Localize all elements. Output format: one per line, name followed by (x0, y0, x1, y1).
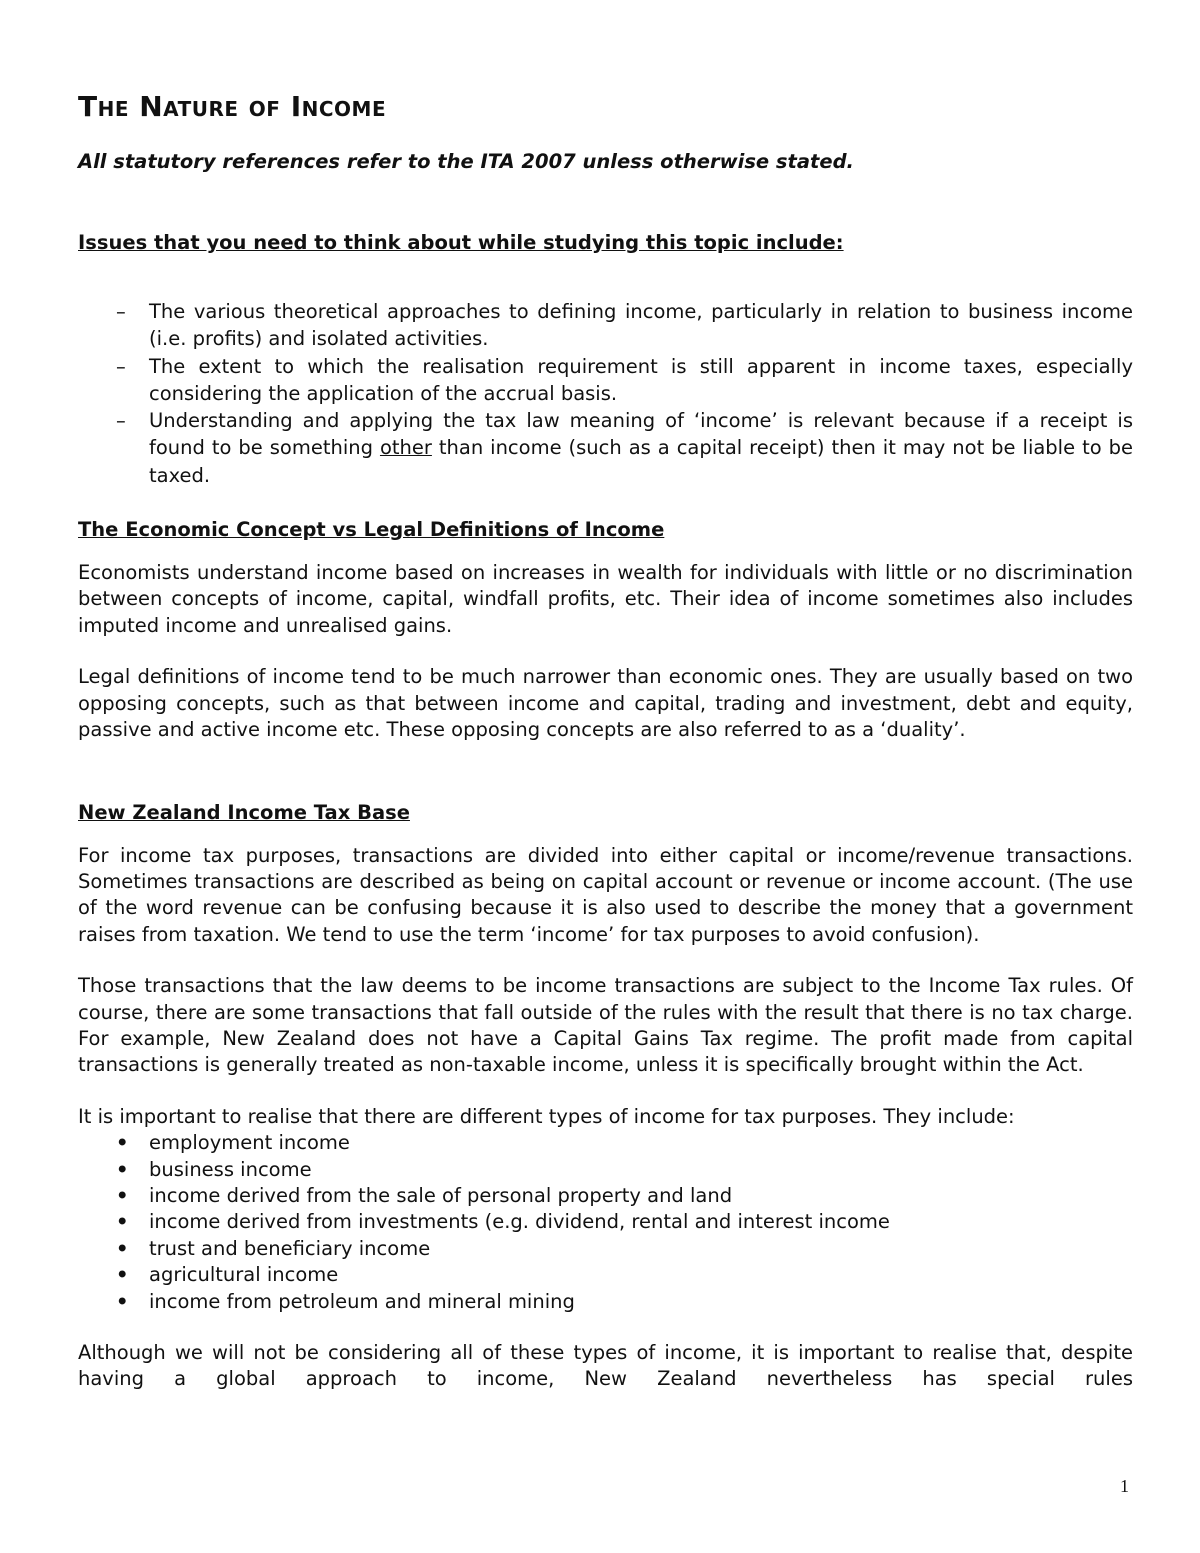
paragraph: Economists understand income based on increases in wealth for individuals with little or no discrimination between concepts of income, capital, windfall profits, etc. Their idea of income sometimes also includes imputed income and unrealised gains. (78, 561, 1133, 637)
document-title: The Nature of Income (78, 90, 387, 123)
paragraph: It is important to realise that there are different types of income for tax purposes. They include: (78, 1104, 1015, 1128)
income-type-item: • business income (78, 1157, 1133, 1183)
statutory-note: All statutory references refer to the ITA 2007 unless otherwise stated. (78, 150, 854, 173)
paragraph: Those transactions that the law deems to be income transactions are subject to the Income Tax rules. Of course, there are some transactions that fall outside of the rules with the result that there is no tax charge. For example, New Zealand does not have a Capital Gains Tax regime. The profit made from capital transactions is generally treated as non-taxable income, unless it is specifically brought within the Act. (78, 974, 1133, 1077)
paragraph: Although we will not be considering all of these types of income, it is important to realise that, despite having a global approach to income, New Zealand nevertheless has special rules (78, 1341, 1133, 1391)
income-type-item: • income derived from the sale of personal property and land (78, 1183, 1133, 1209)
paragraph: Legal definitions of income tend to be much narrower than economic ones. They are usually based on two opposing concepts, such as that between income and capital, trading and investment, debt and equity, passive and active income etc. These opposing concepts are also referred to as a ‘duality’. (78, 665, 1133, 742)
page-number: 1 (1120, 1476, 1129, 1496)
document-content (78, 80, 1133, 1393)
issue-item: – The various theoretical approaches to defining income, particularly in relation to business income (i.e. profits) and isolated activities. (78, 298, 1133, 353)
income-type-item: • agricultural income (78, 1262, 1133, 1288)
income-type-item: • trust and beneficiary income (78, 1236, 1133, 1262)
issue-text-after: than income (such as a capital receipt) then it may not be liable to be taxed. (149, 436, 1133, 487)
issue-item (78, 407, 1133, 489)
paragraph: For income tax purposes, transactions are divided into either capital or income/revenue transactions. Sometimes transactions are described as being on capital account or revenue or income account. (The use of the word revenue can be confusing because it is also used to describe the money that a government raises from taxation. We tend to use the term ‘income’ for tax purposes to avoid confusion). (78, 843, 1133, 946)
issue-item: – The extent to which the realisation requirement is still apparent in income taxes, especially considering the application of the accrual basis. (78, 353, 1133, 408)
issue-text-before: Understanding and applying the tax law meaning of ‘income’ is relevant because if a receipt is found to be something (149, 409, 1133, 460)
income-type-item: • income from petroleum and mineral mining (78, 1289, 1133, 1315)
income-type-item: • income derived from investments (e.g. dividend, rental and interest income (78, 1209, 1133, 1235)
issue-underlined-word: other (379, 436, 432, 460)
income-types-list (78, 1130, 1133, 1315)
issues-heading: Issues that you need to think about while studying this topic include: (78, 231, 844, 254)
section-heading-economic-vs-legal: The Economic Concept vs Legal Definitions of Income (78, 518, 665, 542)
income-type-item: • employment income (78, 1130, 1133, 1156)
section-heading-nz-tax-base: New Zealand Income Tax Base (78, 800, 410, 824)
issues-list (78, 298, 1133, 489)
